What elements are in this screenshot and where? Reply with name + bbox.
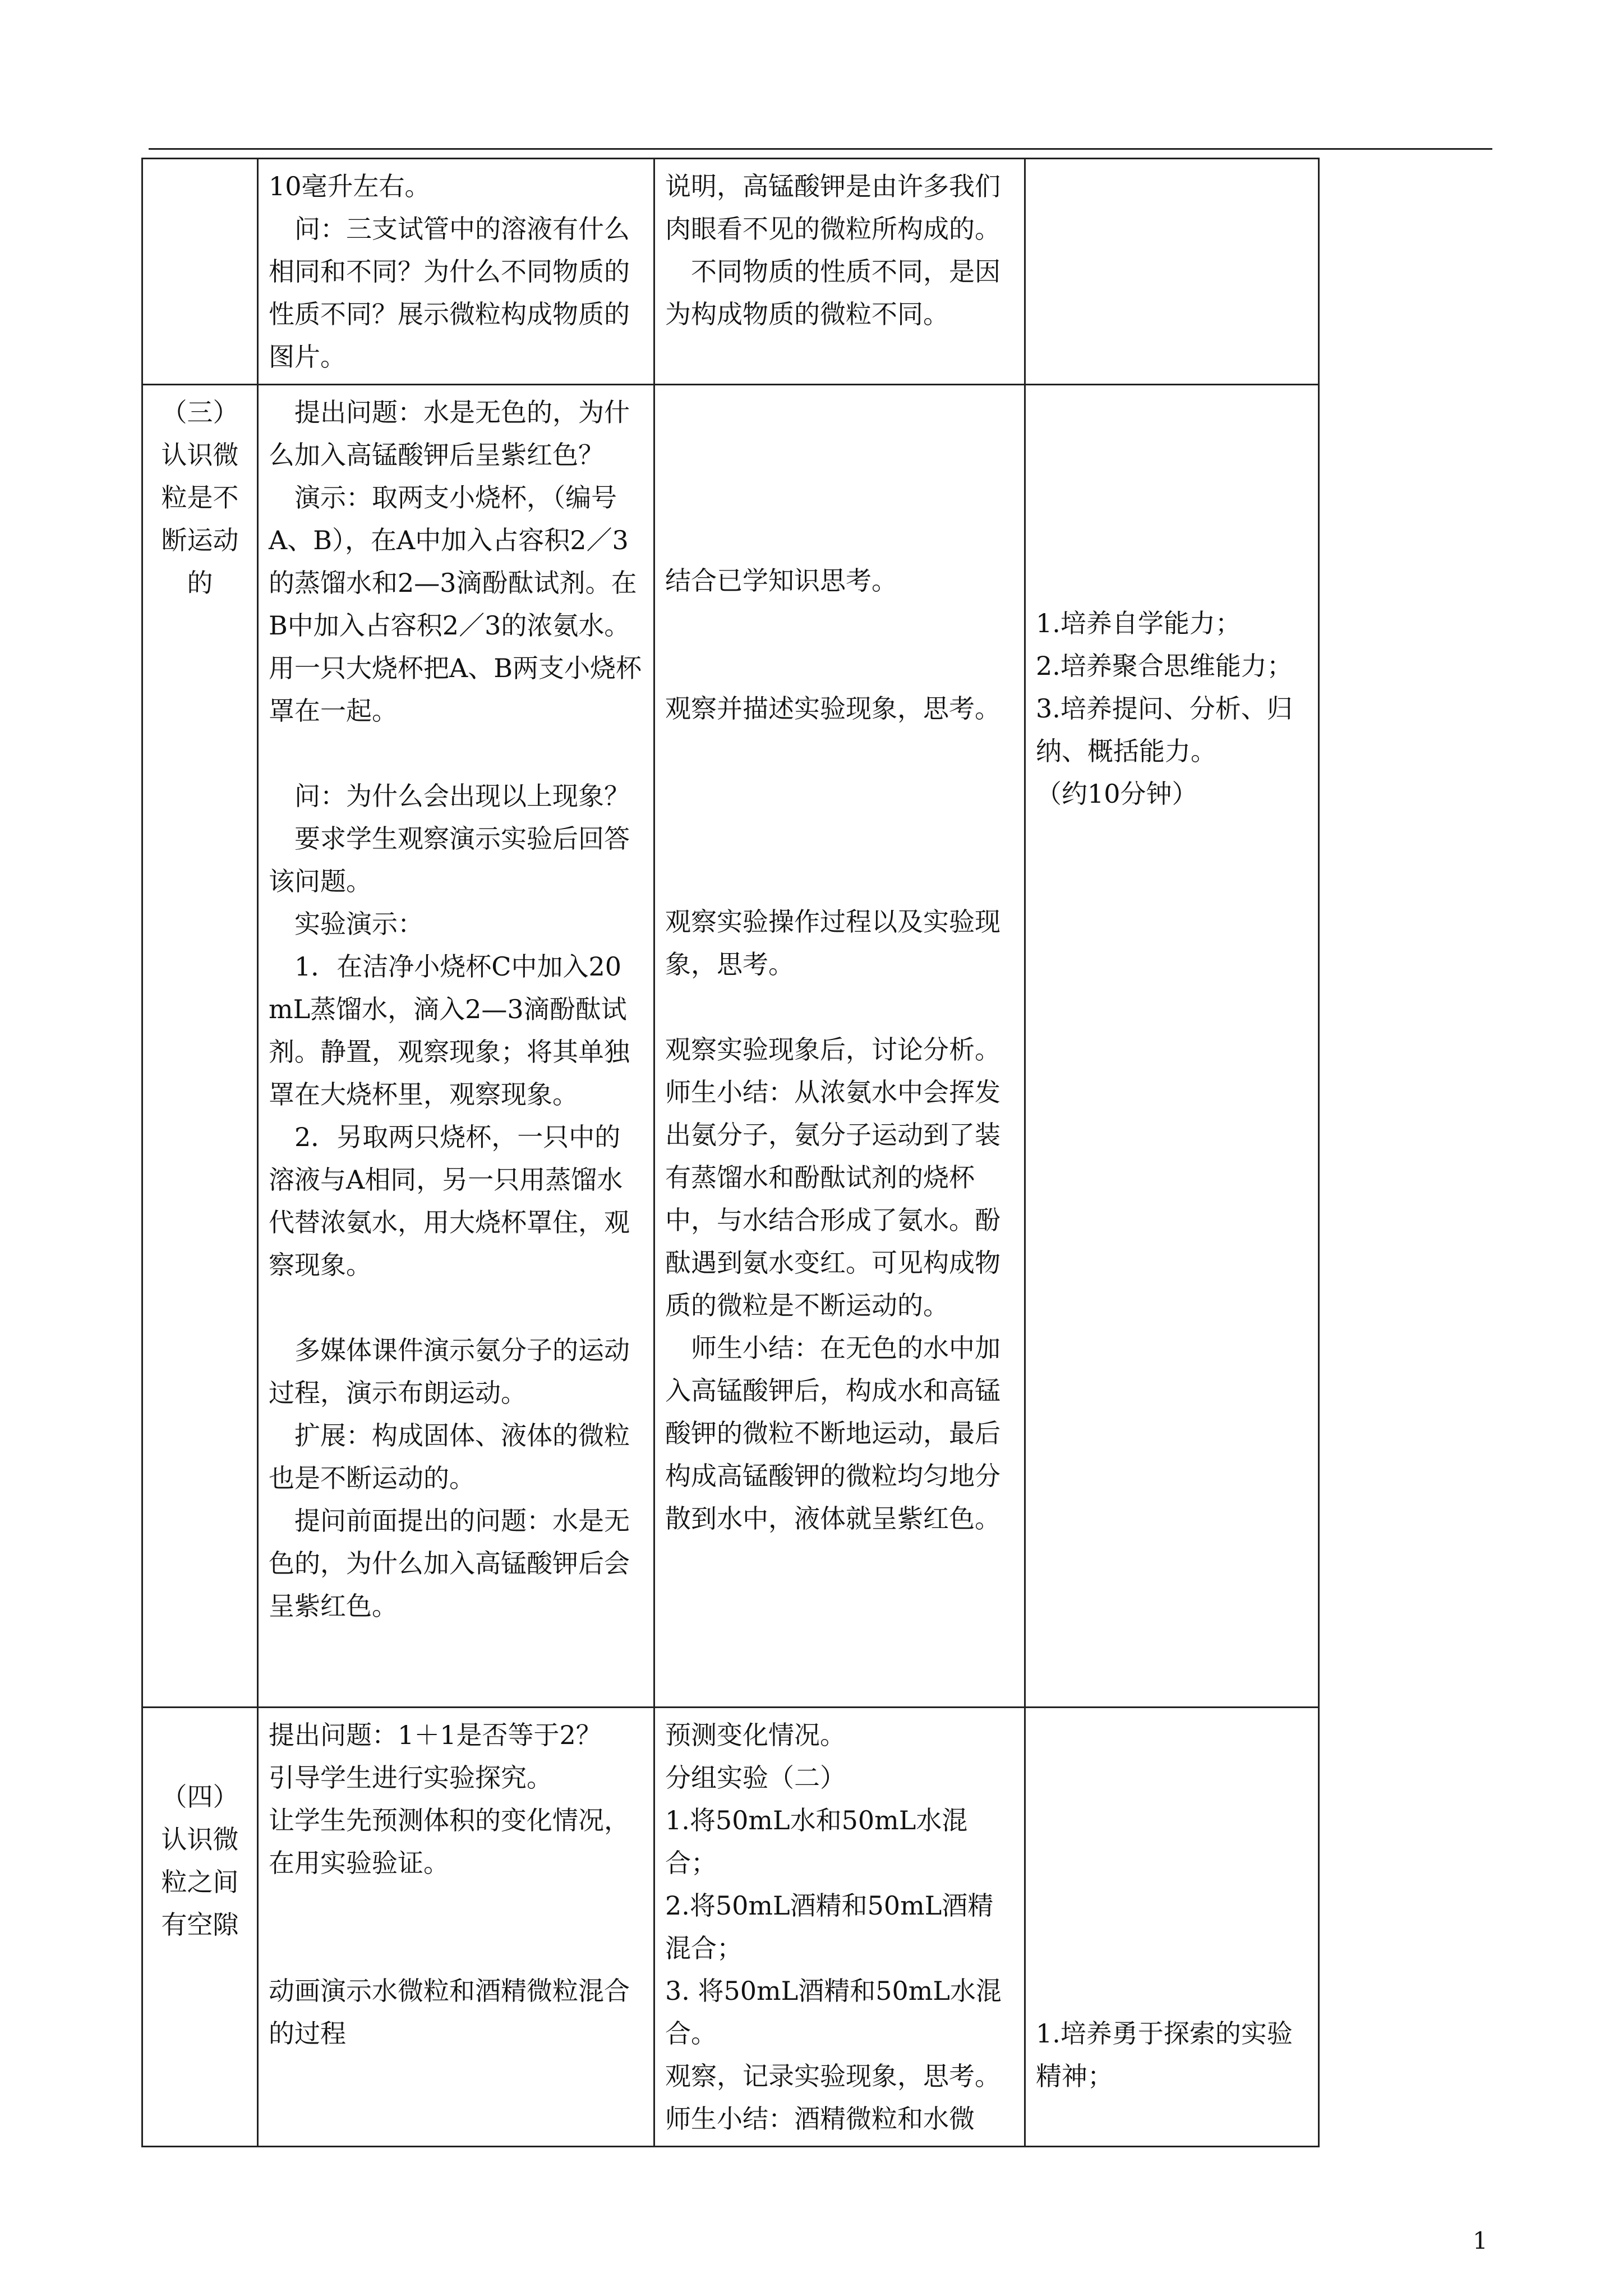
- intent-cell: [1025, 159, 1319, 385]
- student-text: 2.将50mL酒精和50mL酒精混合；: [665, 1890, 994, 1963]
- student-text: 不同物质的性质不同，是因为构成物质的微粒不同。: [665, 256, 1000, 329]
- intent-cell: [1025, 1708, 1319, 2147]
- teacher-text: 引导学生进行实验探究。: [269, 1763, 552, 1793]
- table-row: [142, 159, 1319, 385]
- intent-text: 1.培养勇于探索的实验精神；: [1036, 2018, 1293, 2091]
- intent-text: 1.培养自学能力；: [1036, 608, 1241, 638]
- student-activity-cell: [654, 385, 1025, 1708]
- stage-label: （四）认识微粒之间有空隙: [161, 1782, 239, 1940]
- teacher-text: 多媒体课件演示氨分子的运动过程，演示布朗运动。: [269, 1335, 630, 1408]
- student-text: 观察并描述实验现象，思考。: [665, 693, 1000, 724]
- student-text: 1.将50mL水和50mL水混合；: [665, 1805, 968, 1878]
- student-text: 分组实验（二）: [665, 1763, 846, 1793]
- teacher-text: 让学生先预测体积的变化情况，在用实验验证。: [269, 1805, 630, 1878]
- table-row: [142, 1708, 1319, 2147]
- teacher-text: 1．在洁净小烧杯C中加入20mL蒸馏水，滴入2—3滴酚酞试剂。静置，观察现象；将其单独罩在大烧杯里，观察现象。: [269, 951, 630, 1110]
- stage-label: （三）认识微粒是不断运动的: [161, 397, 239, 598]
- table-row: [142, 385, 1319, 1708]
- teacher-text: 实验演示：: [269, 909, 423, 939]
- student-text: 结合已学知识思考。: [665, 565, 897, 596]
- student-text: 观察实验操作过程以及实验现象，思考。: [665, 907, 1000, 979]
- intent-text: 3.培养提问、分析、归纳、概括能力。: [1036, 693, 1293, 766]
- page-number: 1: [1473, 2227, 1488, 2254]
- student-text: 师生小结：从浓氨水中会挥发出氨分子，氨分子运动到了装有蒸馏水和酚酞试剂的烧杯中，与水结合形成了氨水。酚酞遇到氨水变红。可见构成物质的微粒是不断运动的。: [665, 1077, 1000, 1320]
- student-text: 师生小结：酒精微粒和水微: [665, 2104, 975, 2134]
- teacher-activity-cell: [258, 385, 654, 1708]
- teacher-text: 2．另取两只烧杯，一只中的溶液与A相同，另一只用蒸馏水代替浓氨水，用大烧杯罩住，观察现象。: [269, 1122, 630, 1280]
- stage-cell: [142, 385, 258, 1708]
- student-text: 3. 将50mL酒精和50mL水混合。: [665, 1976, 1002, 2049]
- student-text: 观察实验现象后，讨论分析。: [665, 1034, 1000, 1065]
- teacher-activity-cell: [258, 159, 654, 385]
- lesson-plan-table: [141, 158, 1320, 2147]
- teacher-text: 问：三支试管中的溶液有什么相同和不同？为什么不同物质的性质不同？展示微粒构成物质的图片。: [269, 214, 630, 372]
- student-text: 说明，高锰酸钾是由许多我们肉眼看不见的微粒所构成的。: [665, 171, 1000, 244]
- student-activity-cell: [654, 159, 1025, 385]
- teacher-text: 要求学生观察演示实验后回答该问题。: [269, 823, 630, 896]
- teacher-text: 扩展：构成固体、液体的微粒也是不断运动的。: [269, 1420, 630, 1493]
- stage-cell: [142, 159, 258, 385]
- teacher-text: 提出问题：1＋1是否等于2？: [269, 1720, 602, 1750]
- teacher-text: 问：为什么会出现以上现象？: [269, 781, 630, 811]
- teacher-text: 提问前面提出的问题：水是无色的，为什么加入高锰酸钾后会呈紫红色。: [269, 1506, 630, 1621]
- intent-text: （约10分钟）: [1036, 779, 1198, 809]
- stage-cell: [142, 1708, 258, 2147]
- intent-text: 2.培养聚合思维能力；: [1036, 651, 1293, 681]
- student-text: 预测变化情况。: [665, 1720, 846, 1750]
- teacher-text: 动画演示水微粒和酒精微粒混合的过程: [269, 1976, 630, 2049]
- teacher-text: 提出问题：水是无色的，为什么加入高锰酸钾后呈紫红色？: [269, 397, 630, 470]
- intent-cell: [1025, 385, 1319, 1708]
- student-text: 师生小结：在无色的水中加入高锰酸钾后，构成水和高锰酸钾的微粒不断地运动，最后构成高锰酸钾的微粒均匀地分散到水中，液体就呈紫红色。: [665, 1333, 1000, 1534]
- student-text: 观察，记录实验现象，思考。: [665, 2061, 1000, 2091]
- teacher-text: 10毫升左右。: [269, 171, 431, 201]
- header-rule: [149, 148, 1492, 150]
- teacher-text: 演示：取两支小烧杯，（编号A、B），在A中加入占容积2／3的蒸馏水和2—3滴酚酞试剂。在B中加入占容积2／3的浓氨水。用一只大烧杯把A、B两支小烧杯罩在一起。: [269, 482, 642, 726]
- teacher-activity-cell: [258, 1708, 654, 2147]
- student-activity-cell: [654, 1708, 1025, 2147]
